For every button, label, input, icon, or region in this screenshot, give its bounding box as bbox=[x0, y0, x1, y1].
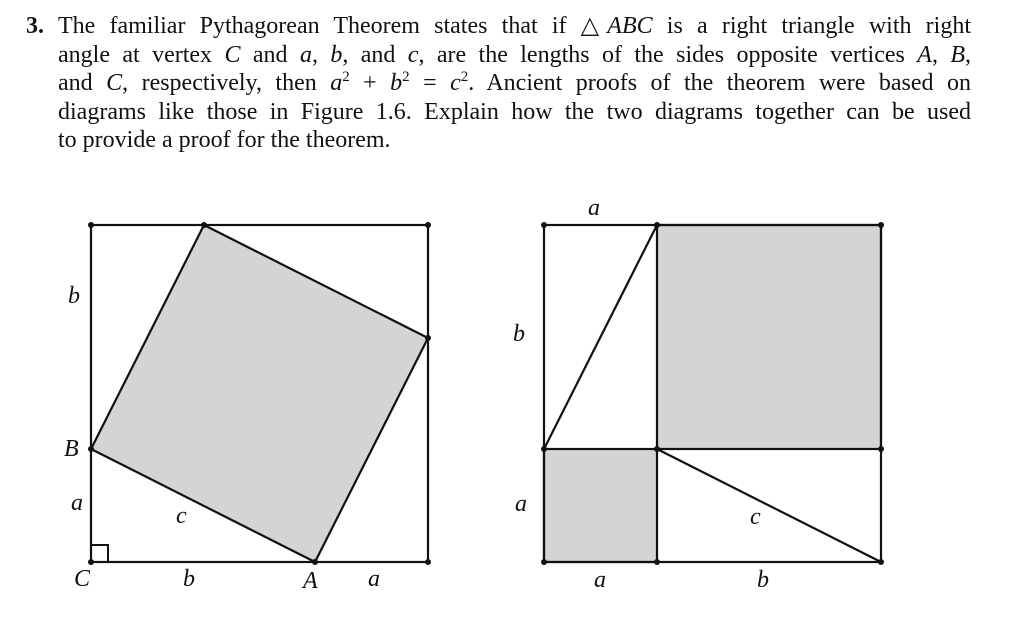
label-bottom-a: a bbox=[368, 566, 380, 592]
label-right-b: b bbox=[513, 321, 525, 347]
label-vertex-B: B bbox=[64, 436, 79, 462]
math-var: a bbox=[299, 41, 312, 68]
problem-line: angle at vertex C and a, b, and c, are the lengths of the sides opposite vertices A, B, bbox=[58, 41, 972, 68]
superscript: 2 bbox=[402, 69, 410, 85]
problem-line: diagrams like those in Figure 1.6. Explain how the two diagrams together can be used bbox=[58, 98, 971, 125]
math-var: b bbox=[330, 41, 343, 68]
math-var: B bbox=[950, 41, 966, 68]
label-bottom-b: b bbox=[183, 566, 195, 592]
upper-triangle-diagonal bbox=[544, 225, 657, 449]
superscript: 2 bbox=[342, 69, 350, 85]
math-var: C bbox=[106, 70, 123, 96]
math-var: A bbox=[917, 41, 932, 68]
problem-line: The familiar Pythagorean Theorem states that if △ABC is a right triangle with right bbox=[58, 13, 971, 39]
square-b-squared bbox=[657, 225, 881, 449]
label-left-c: c bbox=[176, 503, 187, 529]
right-diagram bbox=[513, 195, 884, 593]
math-var: b bbox=[390, 70, 403, 96]
label-right-bottom-b: b bbox=[757, 567, 769, 593]
math-var: a bbox=[330, 70, 343, 96]
label-left-b: b bbox=[68, 283, 80, 309]
math-var: c bbox=[407, 41, 419, 68]
label-right-bottom-a: a bbox=[594, 567, 606, 593]
label-vertex-A: A bbox=[303, 568, 318, 594]
lower-triangle-diagonal bbox=[657, 449, 881, 562]
label-right-a: a bbox=[515, 491, 527, 517]
superscript: 2 bbox=[460, 69, 469, 85]
math-var: C bbox=[224, 41, 241, 68]
right-angle-marker bbox=[91, 545, 108, 562]
label-vertex-C: C bbox=[74, 566, 91, 592]
left-inner-square-c bbox=[91, 225, 428, 562]
math-var: ABC bbox=[607, 13, 653, 39]
square-a-squared bbox=[544, 449, 657, 562]
left-diagram bbox=[64, 222, 431, 594]
problem-line: and C, respectively, then $a^2 + b^2 = c^2$. Ancient proofs of the theorem were based on bbox=[58, 69, 971, 96]
label-top-a: a bbox=[588, 195, 600, 221]
problem-line: to provide a proof for the theorem. bbox=[58, 127, 391, 153]
math-var: c bbox=[450, 70, 461, 96]
label-right-c: c bbox=[750, 504, 761, 530]
problem-number: 3. bbox=[26, 13, 44, 39]
label-left-a: a bbox=[71, 490, 83, 516]
